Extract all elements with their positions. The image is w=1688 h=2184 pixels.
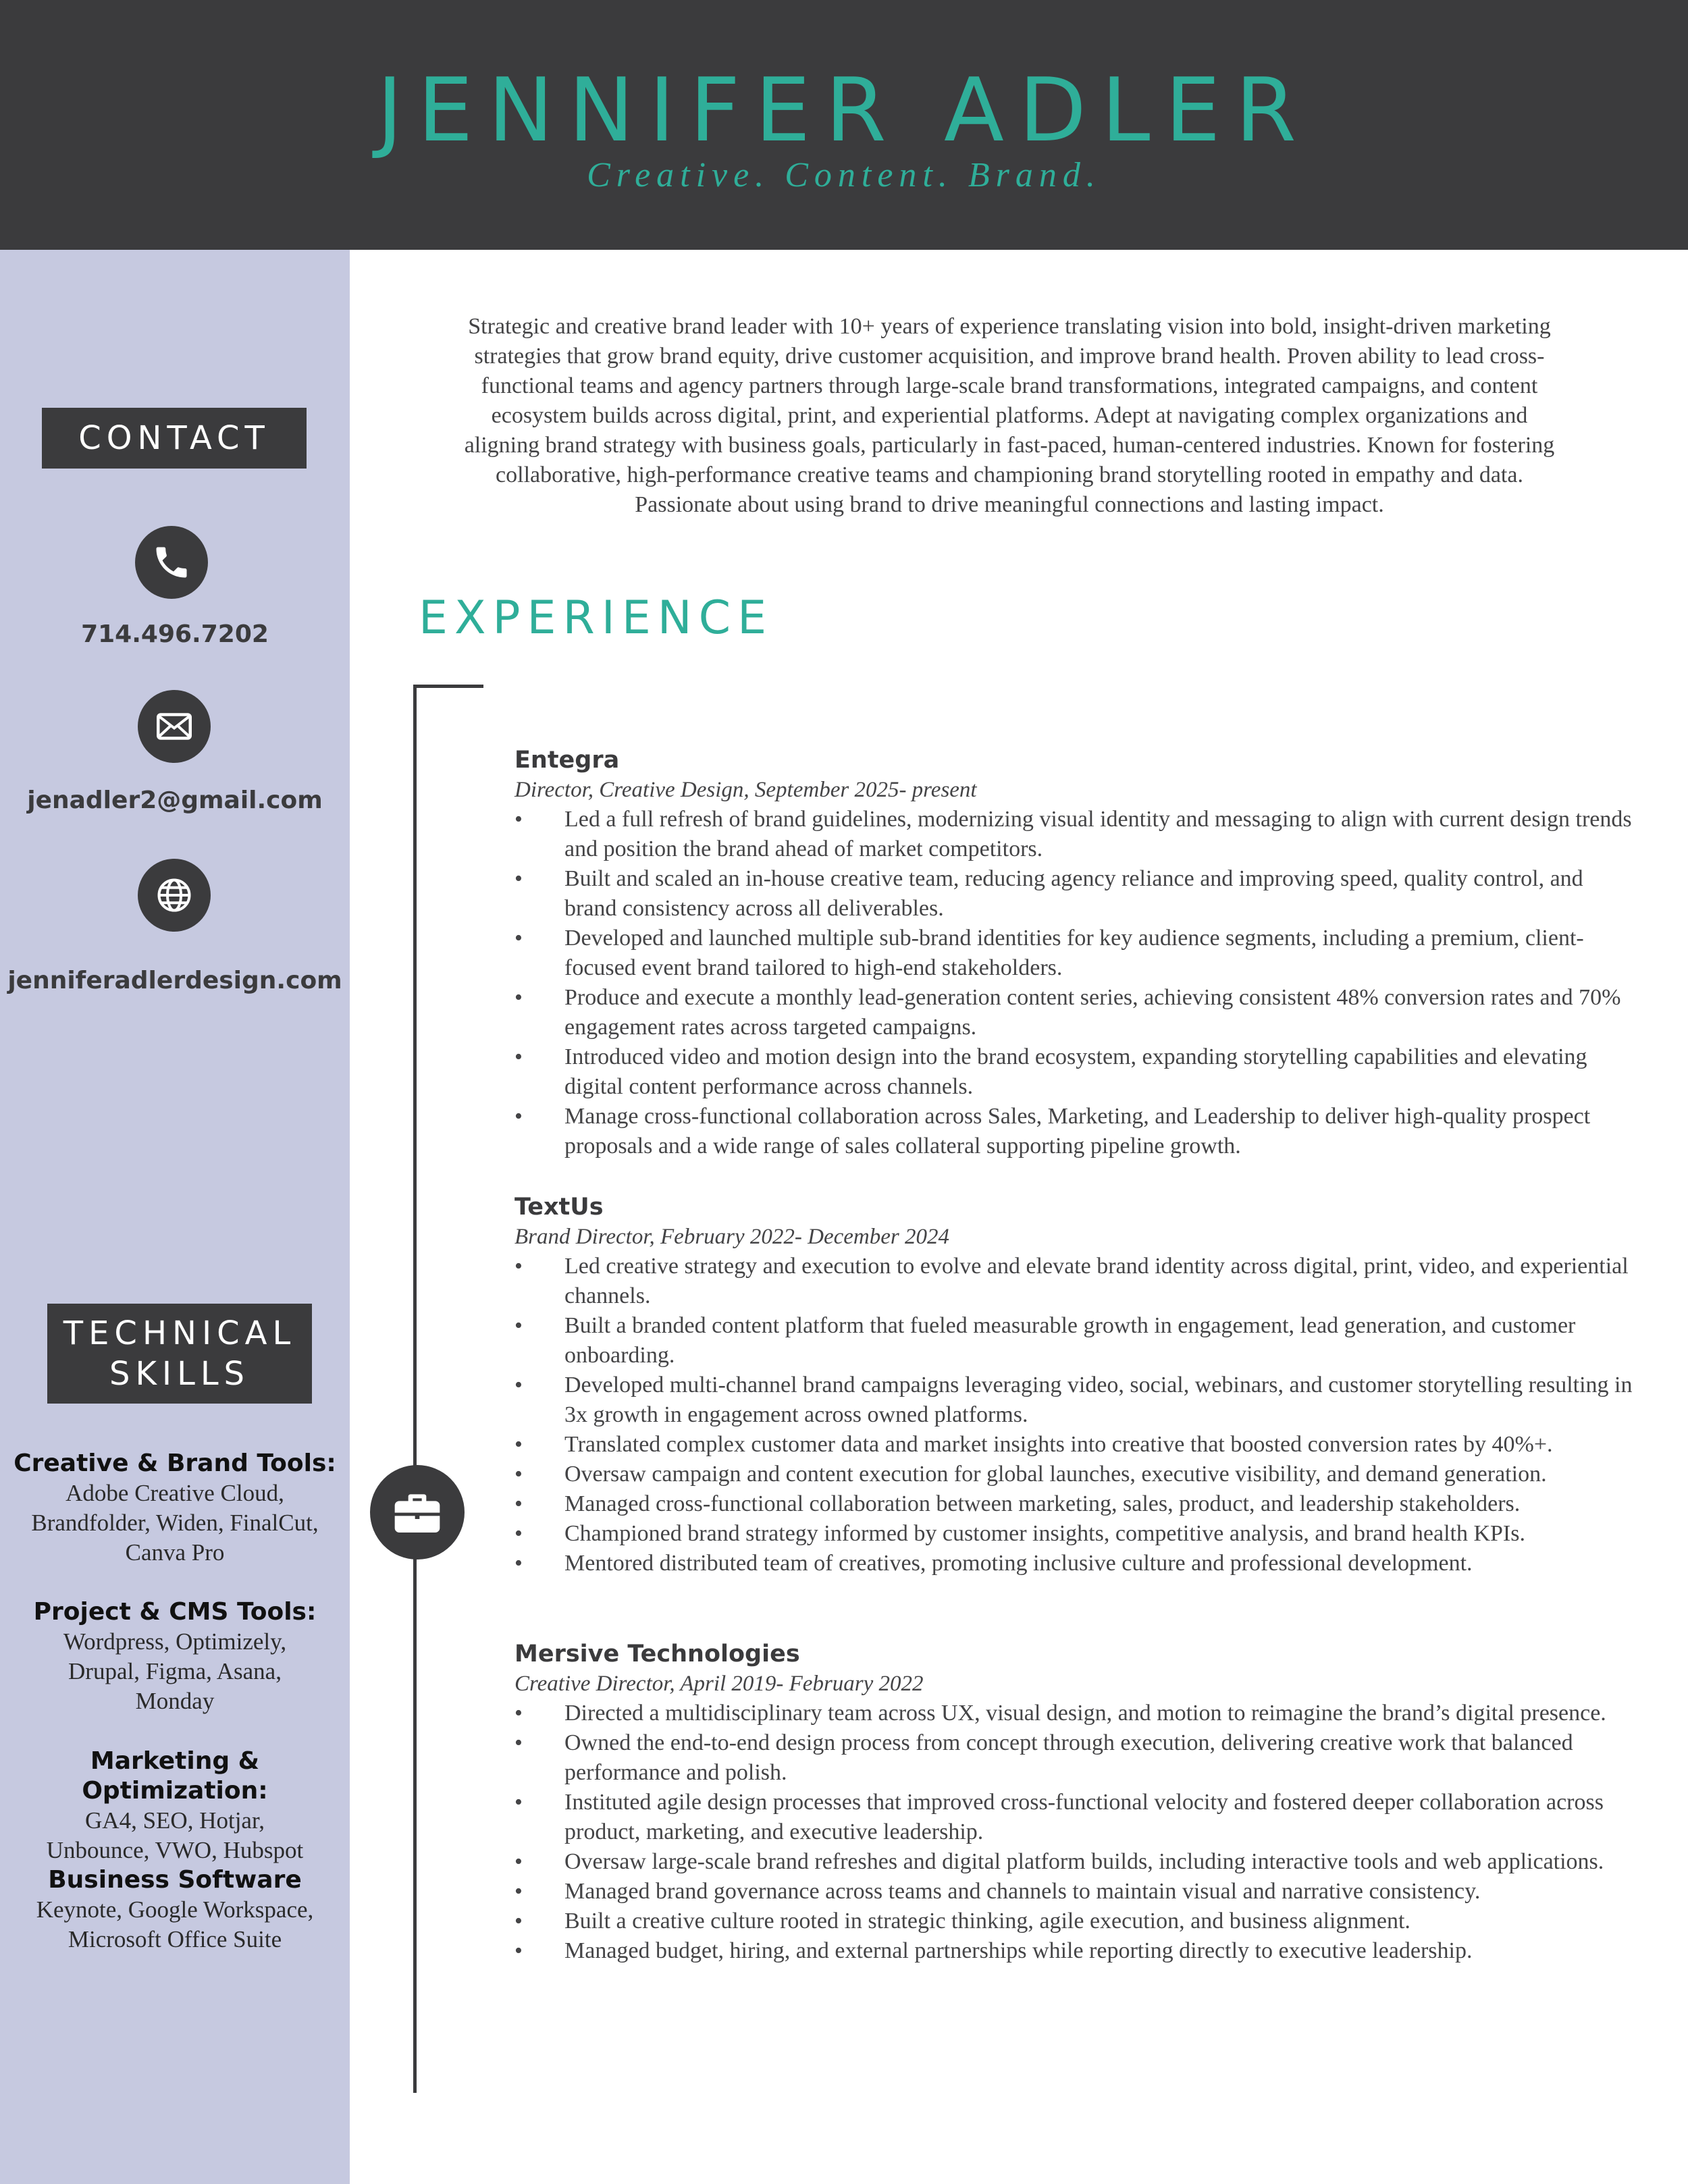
- header-bar: [0, 0, 1688, 250]
- skill-group-items: Keynote, Google Workspace, Microsoft Office Suite: [36, 1896, 314, 1952]
- bullet-item: • Oversaw large-scale brand refreshes and digital platform builds, including interactive tools and web applications.: [515, 1847, 1635, 1877]
- skills-heading-line-1: TECHNICAL: [63, 1314, 296, 1352]
- technical-skills-heading: [47, 1304, 312, 1404]
- contact-heading: CONTACT: [42, 408, 307, 469]
- company-name: Mersive Technologies: [515, 1641, 800, 1668]
- bullet-item: • Translated complex customer data and market insights into creative that boosted conversion rates by 40%+.: [515, 1430, 1635, 1460]
- company-name: TextUs: [515, 1194, 604, 1221]
- bullet-item: • Managed cross-functional collaboration between marketing, sales, product, and leadership stakeholders.: [515, 1489, 1635, 1519]
- job-role: Brand Director, February 2022- December 2024: [515, 1225, 949, 1249]
- skill-group-items: Wordpress, Optimizely, Drupal, Figma, Asana, Monday: [63, 1628, 287, 1714]
- phone-icon: [135, 526, 208, 599]
- phone-number[interactable]: 714.496.7202: [81, 620, 269, 648]
- skill-group-title: Project & CMS Tools:: [33, 1598, 317, 1626]
- bullet-item: • Built and scaled an in-house creative team, reducing agency reliance and improving speed, quality control, and brand consistency across all deliverables.: [515, 864, 1635, 924]
- bullet-item: • Built a branded content platform that fueled measurable growth in engagement, lead generation, and customer onboarding.: [515, 1311, 1635, 1370]
- envelope-icon: [138, 690, 211, 763]
- briefcase-icon: [370, 1465, 465, 1560]
- job-role: Director, Creative Design, September 2025- present: [515, 778, 977, 802]
- skill-group-project: [0, 1597, 350, 1716]
- skill-group-items: Adobe Creative Cloud, Brandfolder, Widen, FinalCut, Canva Pro: [31, 1480, 319, 1566]
- job-entegra: [515, 745, 1635, 1161]
- skill-group-title: Marketing & Optimization:: [82, 1747, 268, 1805]
- job-role: Creative Director, April 2019- February 2022: [515, 1672, 924, 1696]
- bullet-item: • Directed a multidisciplinary team across UX, visual design, and motion to reimagine the brand’s digital presence.: [515, 1699, 1635, 1728]
- bullet-item: • Oversaw campaign and content execution for global launches, executive visibility, and demand generation.: [515, 1460, 1635, 1489]
- bullet-item: • Developed multi-channel brand campaigns leveraging video, social, webinars, and customer storytelling resulting in 3x growth in engagement across owned platforms.: [515, 1370, 1635, 1430]
- job-textus: [515, 1192, 1635, 1578]
- website-url[interactable]: jenniferadlerdesign.com: [7, 967, 342, 994]
- bullet-item: • Led a full refresh of brand guidelines, modernizing visual identity and messaging to align with current design trends and position the brand ahead of market competitors.: [515, 805, 1635, 864]
- bullet-item: • Championed brand strategy informed by customer insights, competitive analysis, and brand health KPIs.: [515, 1519, 1635, 1549]
- bullet-item: • Manage cross-functional collaboration across Sales, Marketing, and Leadership to deliver high-quality prospect proposals and a wide range of sales collateral supporting pipeline growth.: [515, 1102, 1635, 1161]
- skill-group-title: Business Software: [48, 1866, 302, 1894]
- bullet-item: • Owned the end-to-end design process from concept through execution, delivering creative work that balanced performance and polish.: [515, 1728, 1635, 1788]
- professional-summary: Strategic and creative brand leader with 10+ years of experience translating vision into bold, insight-driven marketing strategies that grow brand equity, drive customer acquisition, and improve brand health. Proven ability to lead cross-functional teams and agency partners through large-scale brand transformations, integrated campaigns, and content ecosystem builds across digital, print, and experiential platforms. Adept at navigating complex organizations and aligning brand strategy with business goals, particularly in fast-paced, human-centered industries. Known for fostering collaborative, high-performance creative teams and championing brand storytelling rooted in empathy and data. Passionate about using brand to drive meaningful connections and lasting impact.: [464, 314, 1555, 517]
- job-bullets: [515, 1699, 1635, 1966]
- skill-group-creative: [0, 1449, 350, 1568]
- bullet-item: • Managed brand governance across teams and channels to maintain visual and narrative consistency.: [515, 1877, 1635, 1907]
- timeline-tick: [413, 685, 483, 688]
- bullet-item: • Built a creative culture rooted in strategic thinking, agile execution, and business alignment.: [515, 1907, 1635, 1936]
- bullet-item: • Mentored distributed team of creatives, promoting inclusive culture and professional development.: [515, 1549, 1635, 1578]
- bullet-item: • Managed budget, hiring, and external partnerships while reporting directly to executive leadership.: [515, 1936, 1635, 1966]
- experience-heading: EXPERIENCE: [419, 591, 774, 645]
- company-name: Entegra: [515, 747, 620, 774]
- timeline-line: [413, 685, 417, 2093]
- bullet-item: • Developed and launched multiple sub-brand identities for key audience segments, including a premium, client-focused event brand tailored to high-end stakeholders.: [515, 924, 1635, 983]
- bullet-item: • Introduced video and motion design into the brand ecosystem, expanding storytelling capabilities and elevating digital content performance across channels.: [515, 1042, 1635, 1102]
- tagline: Creative. Content. Brand.: [587, 156, 1101, 194]
- bullet-item: • Instituted agile design processes that improved cross-functional velocity and fostered deeper collaboration across product, marketing, and executive leadership.: [515, 1788, 1635, 1847]
- candidate-name: JENNIFER ADLER: [377, 59, 1311, 161]
- job-bullets: [515, 1252, 1635, 1578]
- job-mersive: [515, 1639, 1635, 1966]
- email-address[interactable]: jenadler2@gmail.com: [27, 787, 323, 814]
- skill-group-items: GA4, SEO, Hotjar, Unbounce, VWO, Hubspot: [46, 1807, 304, 1863]
- bullet-item: • Led creative strategy and execution to evolve and elevate brand identity across digital, print, video, and experiential channels.: [515, 1252, 1635, 1311]
- job-bullets: [515, 805, 1635, 1161]
- skill-group-marketing: [0, 1747, 350, 1865]
- skill-group-business: [0, 1865, 350, 1954]
- skills-heading-line-2: SKILLS: [109, 1355, 250, 1393]
- globe-icon: [138, 859, 211, 932]
- skill-group-title: Creative & Brand Tools:: [14, 1449, 336, 1477]
- bullet-item: • Produce and execute a monthly lead-generation content series, achieving consistent 48% conversion rates and 70% engagement rates across targeted campaigns.: [515, 983, 1635, 1042]
